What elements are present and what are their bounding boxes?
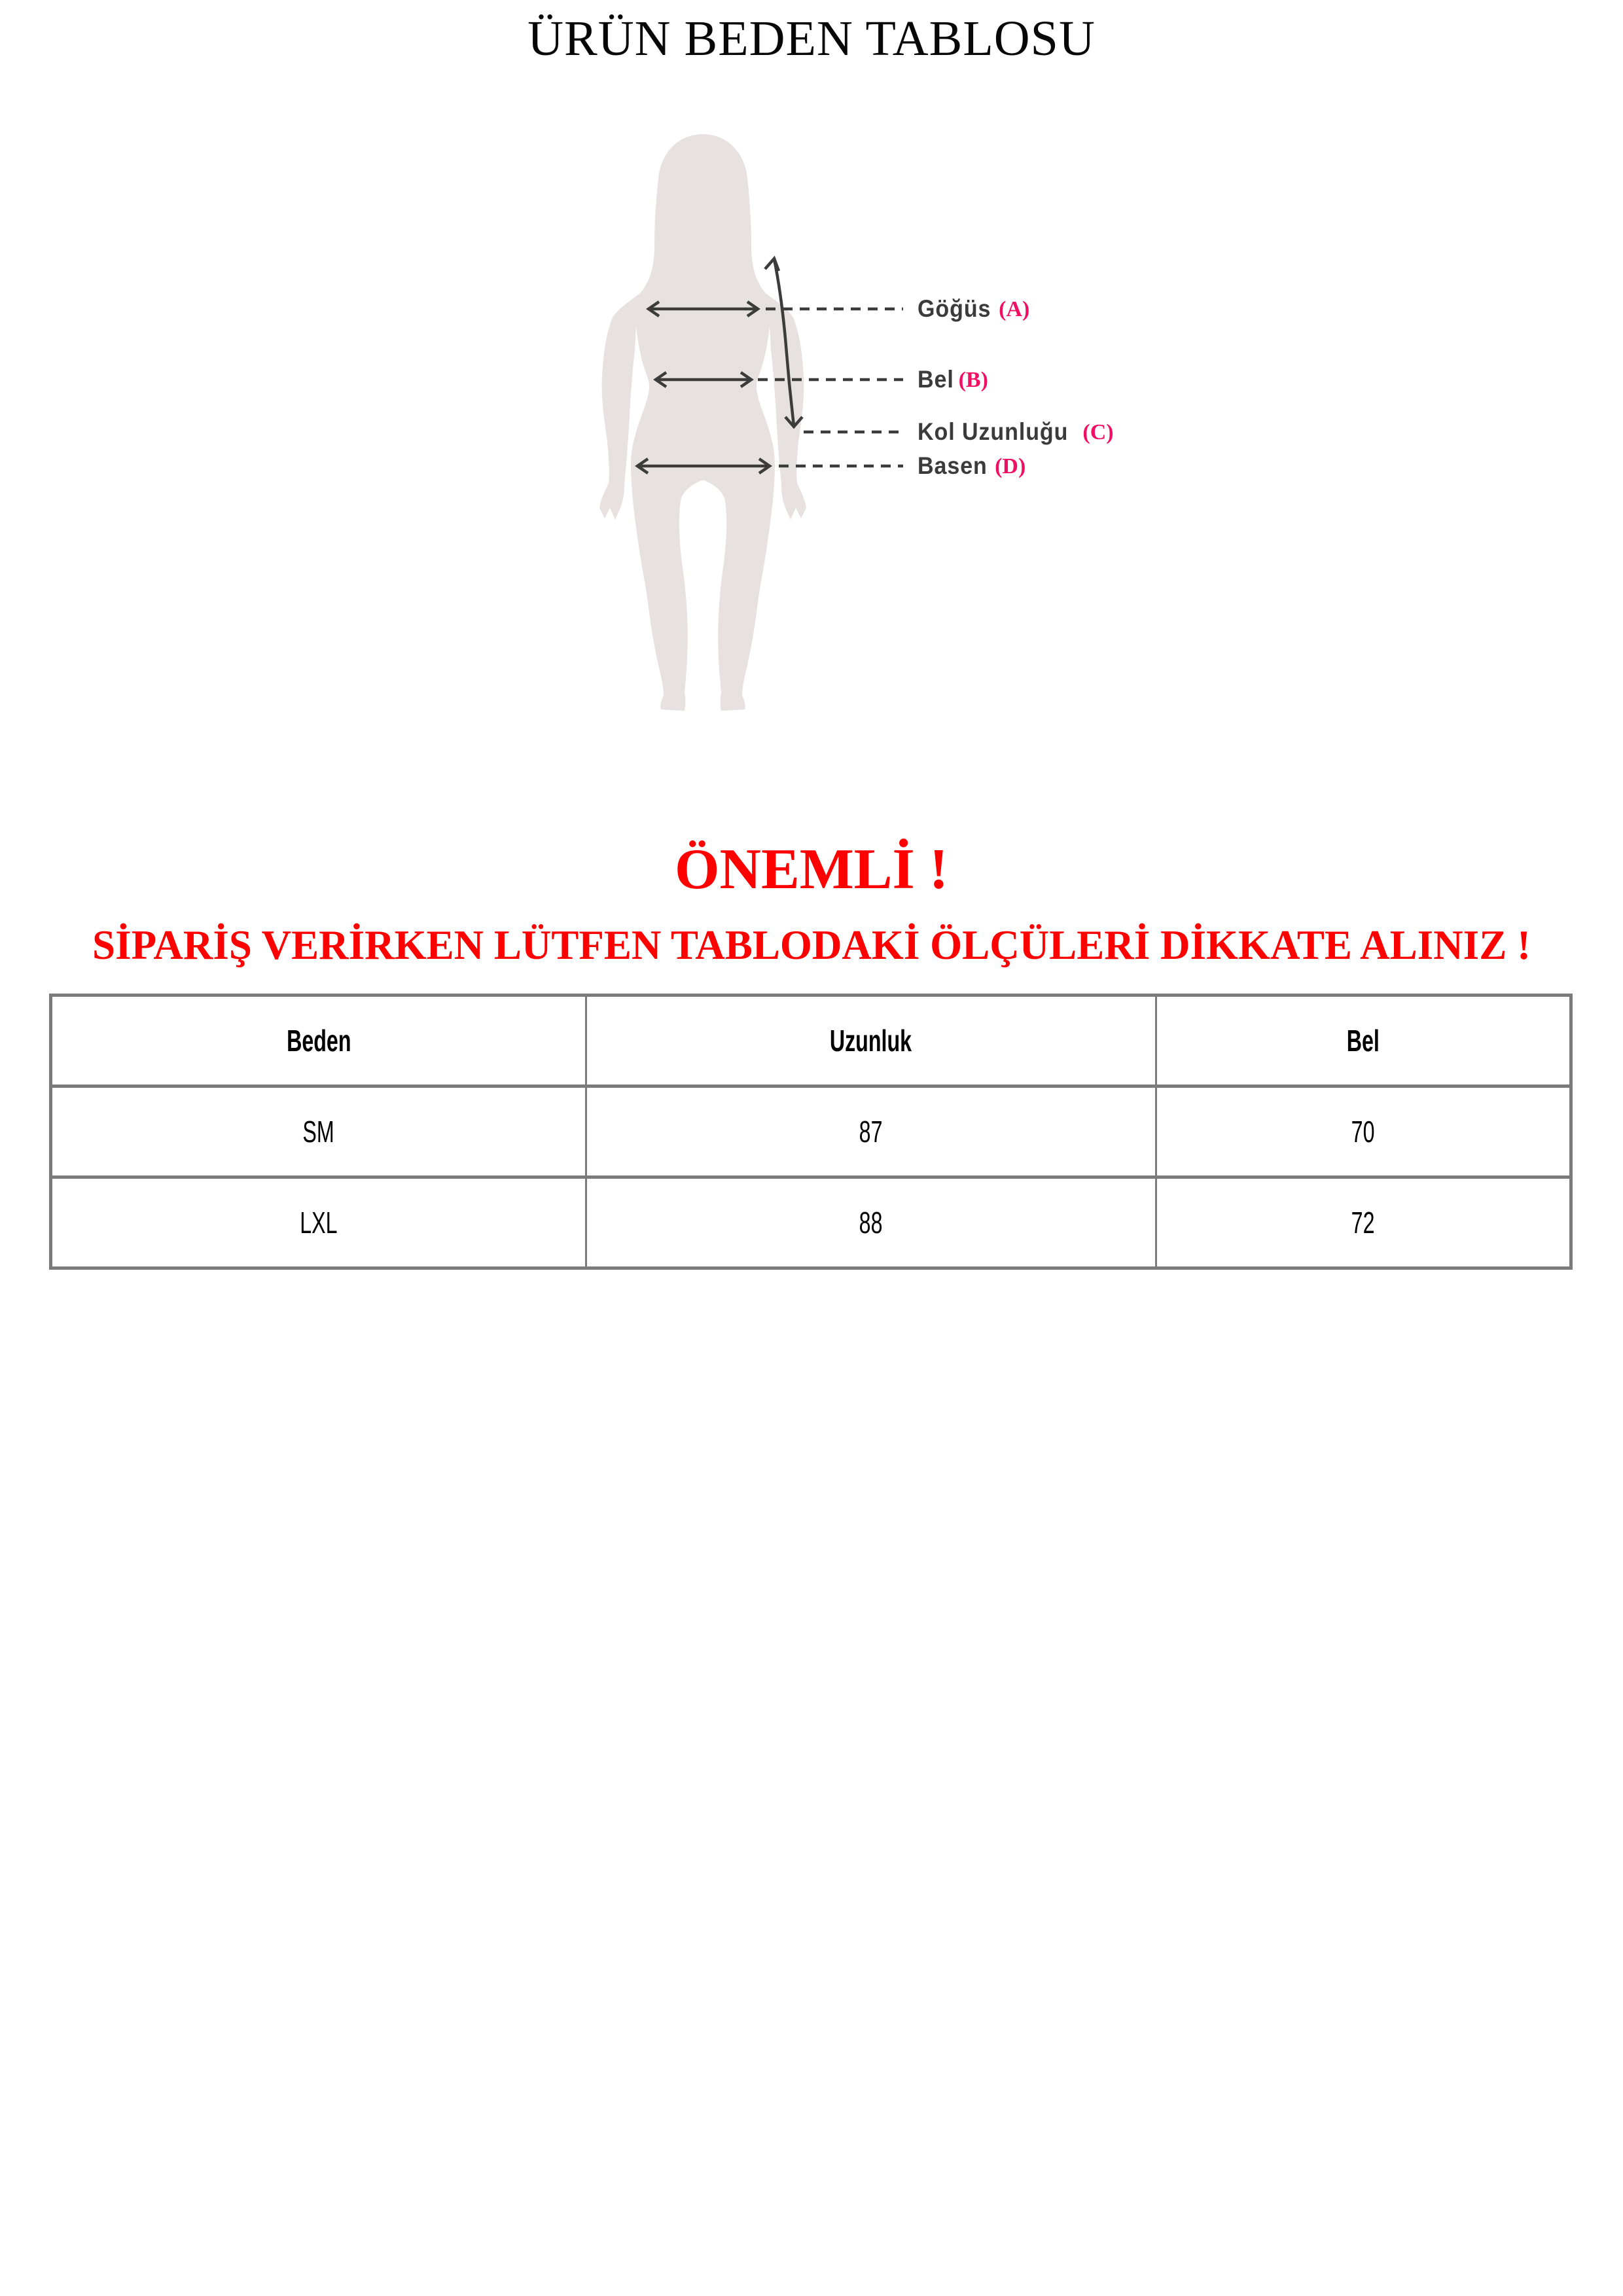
label-chest-code: (A) xyxy=(999,297,1030,321)
cell-lxl-beden: LXL xyxy=(51,1177,586,1268)
label-chest xyxy=(918,292,1029,326)
page-title: ÜRÜN BEDEN TABLOSU xyxy=(527,11,1096,66)
column-header-bel: Bel xyxy=(1156,996,1571,1086)
warning-subheading: SİPARİŞ VERİRKEN LÜTFEN TABLODAKİ ÖLÇÜLERİ DİKKATE ALINIZ ! xyxy=(92,922,1531,968)
column-header-beden: Beden xyxy=(51,996,586,1086)
label-hip-code: (D) xyxy=(995,454,1026,478)
body-silhouette-diagram xyxy=(491,118,923,726)
label-hip xyxy=(918,449,1026,483)
size-table-header-row xyxy=(51,996,1571,1086)
label-arm-length-text: Kol Uzunluğu xyxy=(918,418,1069,445)
column-header-uzunluk: Uzunluk xyxy=(586,996,1156,1086)
warning-heading: ÖNEMLİ ! xyxy=(675,838,948,901)
label-chest-text: Göğüs xyxy=(918,295,991,322)
label-arm-length-code: (C) xyxy=(1082,420,1114,444)
cell-sm-uzunluk: 87 xyxy=(586,1086,1156,1177)
label-waist-code: (B) xyxy=(958,368,988,392)
size-table xyxy=(49,994,1573,1270)
label-waist xyxy=(918,363,988,397)
female-silhouette xyxy=(599,134,806,711)
label-waist-text: Bel xyxy=(918,366,954,393)
body-measurement-figure xyxy=(491,118,923,726)
table-row-lxl xyxy=(51,1177,1571,1268)
cell-sm-beden: SM xyxy=(51,1086,586,1177)
cell-lxl-bel: 72 xyxy=(1156,1177,1571,1268)
label-hip-text: Basen xyxy=(918,452,988,479)
label-arm-length xyxy=(918,415,1114,449)
table-row-sm xyxy=(51,1086,1571,1177)
cell-lxl-uzunluk: 88 xyxy=(586,1177,1156,1268)
cell-sm-bel: 70 xyxy=(1156,1086,1571,1177)
